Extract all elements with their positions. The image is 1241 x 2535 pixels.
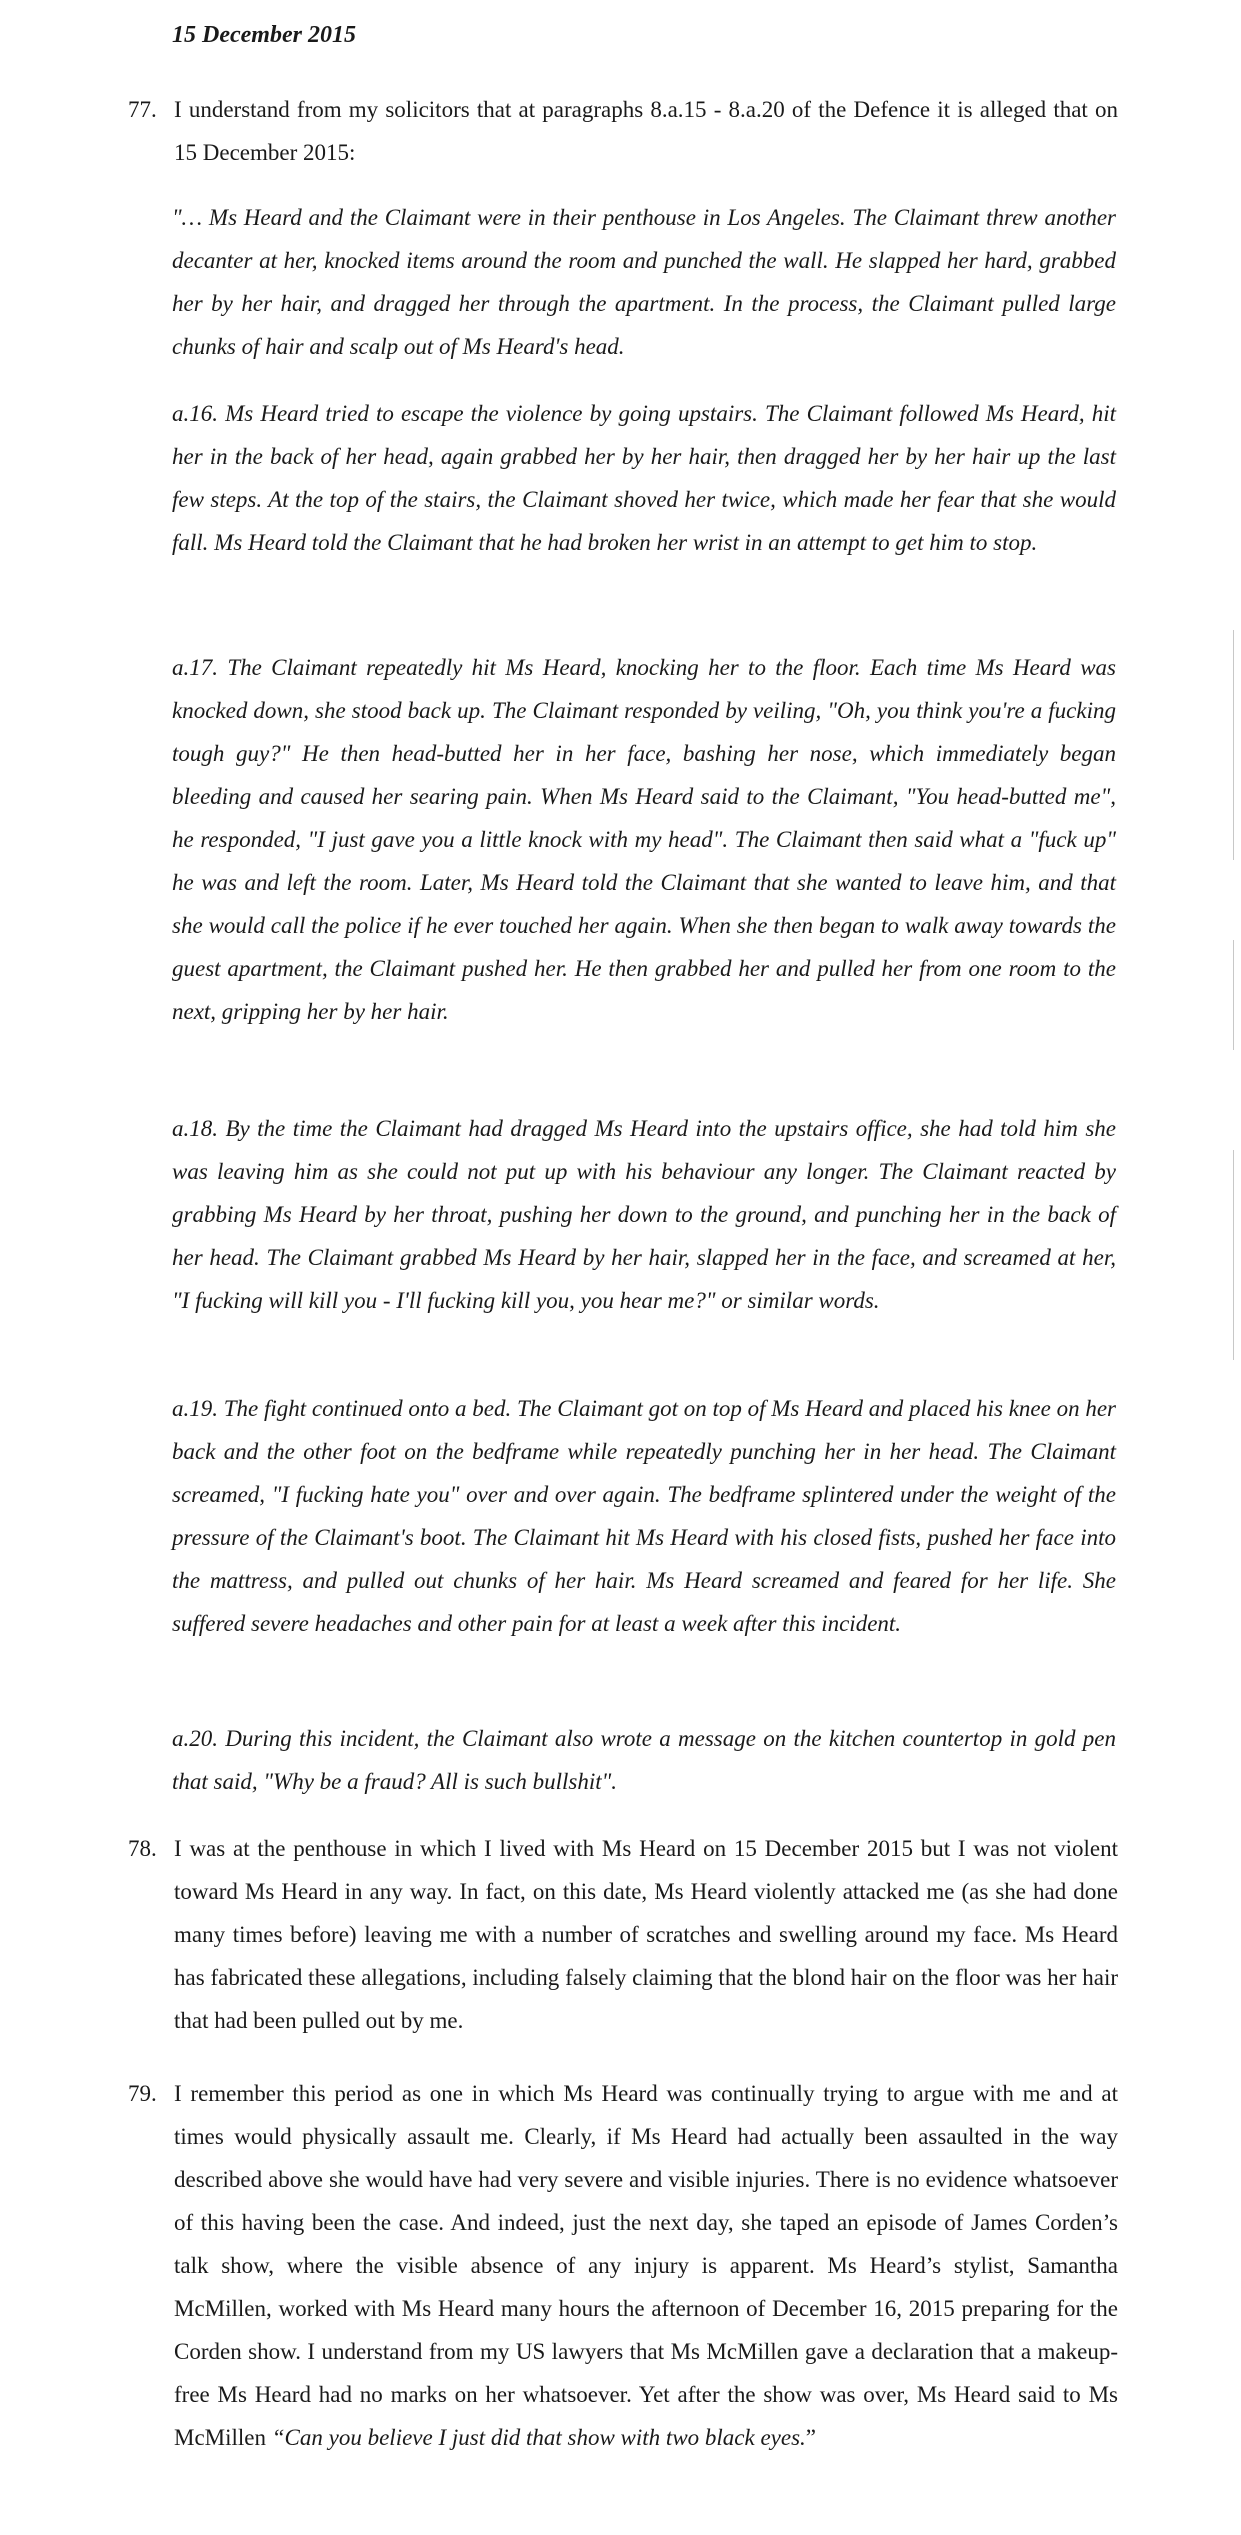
scan-margin-line xyxy=(1233,940,1234,1050)
scan-margin-line xyxy=(1233,630,1234,860)
closing-quote-mark: ” xyxy=(805,2425,817,2450)
quote-a15: "… Ms Heard and the Claimant were in their penthouse in Los Angeles. The Claimant threw another decanter at her, knocked items around the room and punched the wall. He slapped her hard, grabbed her by her hair, and dragged her through the apartment. In the process, the Claimant pulled large chunks of hair and scalp out of Ms Heard's head. xyxy=(172,205,1116,359)
paragraph-text: I understand from my solicitors that at paragraphs 8.a.15 - 8.a.20 of the Defence it is alleged that on 15 December 2015: xyxy=(174,97,1118,165)
paragraph-77 xyxy=(128,88,1118,174)
paragraph-78 xyxy=(128,1827,1118,2042)
paragraph-body: I remember this period as one in which Ms Heard was continually trying to argue with me and at times would physically assault me. Clearly, if Ms Heard had actually been assaulted in the way described above she would have had very severe and visible injuries. There is no evidence whatsoever of this having been the case. And indeed, just the next day, she taped an episode of James Corden’s talk show, where the visible absence of any injury is apparent. Ms Heard’s stylist, Samantha McMillen, worked with Ms Heard many hours the afternoon of December 16, 2015 preparing for the Corden show. I understand from my US lawyers that Ms McMillen gave a declaration that a makeup-free Ms Heard had no marks on her whatsoever. Yet after the show was over, Ms Heard said to Ms McMillen xyxy=(174,2081,1118,2450)
quote-a20: a.20. During this incident, the Claimant also wrote a message on the kitchen countertop in gold pen that said, "Why be a fraud? All is such bullshit". xyxy=(172,1726,1116,1794)
quote-a18: a.18. By the time the Claimant had dragged Ms Heard into the upstairs office, she had told him she was leaving him as she could not put up with his behaviour any longer. The Claimant reacted by grabbing Ms Heard by her throat, pushing her down to the ground, and punching her in the back of her head. The Claimant grabbed Ms Heard by her hair, slapped her in the face, and screamed at her, "I fucking will kill you - I'll fucking kill you, you hear me?" or similar words. xyxy=(172,1116,1116,1313)
quote-a16: a.16. Ms Heard tried to escape the violence by going upstairs. The Claimant followed Ms Heard, hit her in the back of her head, again grabbed her by her hair, then dragged her by her hair up the last few steps. At the top of the stairs, the Claimant shoved her twice, which made her fear that she would fall. Ms Heard told the Claimant that he had broken her wrist in an attempt to get him to stop. xyxy=(172,401,1116,555)
paragraph-number: 79. xyxy=(128,2081,157,2106)
quote-a19: a.19. The fight continued onto a bed. The Claimant got on top of Ms Heard and placed his knee on her back and the other foot on the bedframe while repeatedly punching her in her head. The Claimant screamed, "I fucking hate you" over and over again. The bedframe splintered under the weight of the pressure of the Claimant's boot. The Claimant hit Ms Heard with his closed fists, pushed her face into the mattress, and pulled out chunks of her hair. Ms Heard screamed and feared for her life. She suffered severe headaches and other pain for at least a week after this incident. xyxy=(172,1396,1116,1636)
paragraph-number: 77. xyxy=(128,97,157,122)
scan-margin-line xyxy=(1233,1150,1234,1360)
quote-a17: a.17. The Claimant repeatedly hit Ms Heard, knocking her to the floor. Each time Ms Heard was knocked down, she stood back up. The Claimant responded by veiling, "Oh, you think you're a fucking tough guy?" He then head-butted her in her face, bashing her nose, which immediately began bleeding and caused her searing pain. When Ms Heard said to the Claimant, "You head-butted me", he responded, "I just gave you a little knock with my head". The Claimant then said what a "fuck up" he was and left the room. Later, Ms Heard told the Claimant that she wanted to leave him, and that she would call the police if he ever touched her again. When she then began to walk away towards the guest apartment, the Claimant pushed her. He then grabbed her and pulled her from one room to the next, gripping her by her hair. xyxy=(172,655,1116,1024)
paragraph-number: 78. xyxy=(128,1836,157,1861)
section-heading: 15 December 2015 xyxy=(172,22,356,48)
inline-quote: “Can you believe I just did that show with two black eyes. xyxy=(271,2425,806,2450)
paragraph-79 xyxy=(128,2072,1118,2459)
paragraph-text xyxy=(174,2072,1118,2459)
paragraph-text: I was at the penthouse in which I lived with Ms Heard on 15 December 2015 but I was not violent toward Ms Heard in any way. In fact, on this date, Ms Heard violently attacked me (as she had done many times before) leaving me with a number of scratches and swelling around my face. Ms Heard has fabricated these allegations, including falsely claiming that the blond hair on the floor was her hair that had been pulled out by me. xyxy=(174,1836,1118,2033)
